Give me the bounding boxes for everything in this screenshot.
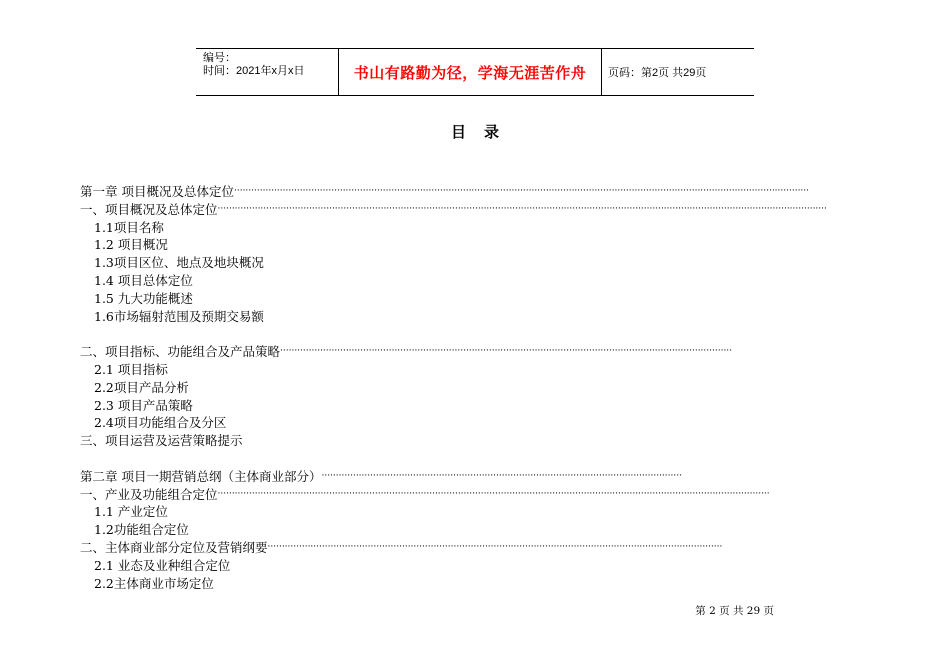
- toc-subsection: 2.1 业态及业种组合定位: [94, 557, 231, 573]
- document-number-label: 编号：: [203, 52, 236, 64]
- toc-subsection: 1.5 九大功能概述: [94, 290, 193, 306]
- toc-spacer: [80, 325, 880, 343]
- toc-leader-dots: ·····················································································································································································································: [217, 203, 827, 214]
- toc-entry[interactable]: [80, 575, 880, 593]
- toc-subsection: 1.2功能组合定位: [94, 522, 189, 538]
- title-char-2: 录: [484, 123, 500, 141]
- header-page-info: 页码：第2页 共29页: [608, 67, 707, 79]
- toc-entry[interactable]: [80, 183, 880, 201]
- page-footer: 第 2 页 共 29 页: [695, 605, 774, 617]
- toc-entry[interactable]: [80, 379, 880, 397]
- toc-spacer: [80, 450, 880, 468]
- toc-section: 二、项目指标、功能组合及产品策略: [80, 344, 281, 360]
- toc-chapter-2: 第二章 项目一期营销总纲（主体商业部分）: [80, 468, 322, 484]
- toc-entry[interactable]: [80, 468, 880, 486]
- toc-section: 三、项目运营及运营策略提示: [80, 433, 243, 449]
- toc-entry[interactable]: [80, 414, 880, 432]
- toc-entry[interactable]: [80, 236, 880, 254]
- toc-subsection: 1.4 项目总体定位: [94, 272, 193, 288]
- header-table: [196, 48, 754, 96]
- header-meta-cell: [196, 49, 339, 95]
- toc-leader-dots: ······························································································································: [321, 470, 682, 481]
- toc-subsection: 2.3 项目产品策略: [94, 397, 193, 413]
- toc-entry[interactable]: [80, 254, 880, 272]
- toc-subsection: 2.1 项目指标: [94, 361, 168, 377]
- document-time: 时间：2021年x月x日: [203, 65, 305, 77]
- toc-subsection: 2.2项目产品分析: [94, 379, 189, 395]
- toc-section: 一、项目概况及总体定位: [80, 201, 218, 217]
- toc-entry[interactable]: [80, 432, 880, 450]
- toc-entry[interactable]: [80, 521, 880, 539]
- toc-subsection: 2.4项目功能组合及分区: [94, 415, 227, 431]
- toc-leader-dots: ·········································································································································································································: [233, 186, 810, 196]
- toc-entry[interactable]: [80, 201, 880, 219]
- toc-entry[interactable]: [80, 539, 880, 557]
- toc-subsection: 2.2主体商业市场定位: [94, 575, 214, 591]
- toc-entry[interactable]: [80, 219, 880, 237]
- toc-leader-dots: ·································································································································································································: [217, 488, 770, 499]
- toc-subsection: 1.1项目名称: [94, 219, 164, 235]
- toc-entry[interactable]: [80, 557, 880, 575]
- toc-subsection: 1.3项目区位、地点及地块概况: [94, 255, 264, 271]
- toc-section: 一、产业及功能组合定位: [80, 486, 218, 502]
- page-title: [0, 121, 950, 142]
- table-of-contents: [80, 183, 880, 592]
- toc-entry[interactable]: [80, 503, 880, 521]
- toc-entry[interactable]: [80, 343, 880, 361]
- toc-leader-dots: ······························································································································································: [280, 346, 733, 357]
- toc-entry[interactable]: [80, 486, 880, 504]
- header-motto: 书山有路勤为径，学海无涯苦作舟: [339, 49, 602, 95]
- title-char-1: 目: [450, 123, 466, 141]
- toc-entry[interactable]: [80, 361, 880, 379]
- toc-entry[interactable]: [80, 272, 880, 290]
- toc-entry[interactable]: [80, 290, 880, 308]
- toc-subsection: 1.6市场辐射范围及预期交易额: [94, 308, 264, 324]
- toc-entry[interactable]: [80, 308, 880, 326]
- toc-subsection: 1.1 产业定位: [94, 504, 168, 520]
- toc-chapter-1: 第一章 项目概况及总体定位: [80, 184, 234, 199]
- toc-entry[interactable]: [80, 397, 880, 415]
- toc-subsection: 1.2 项目概况: [94, 237, 168, 253]
- toc-leader-dots: ·······························································································································································: [267, 541, 723, 552]
- toc-section: 二、主体商业部分定位及营销纲要: [80, 539, 268, 555]
